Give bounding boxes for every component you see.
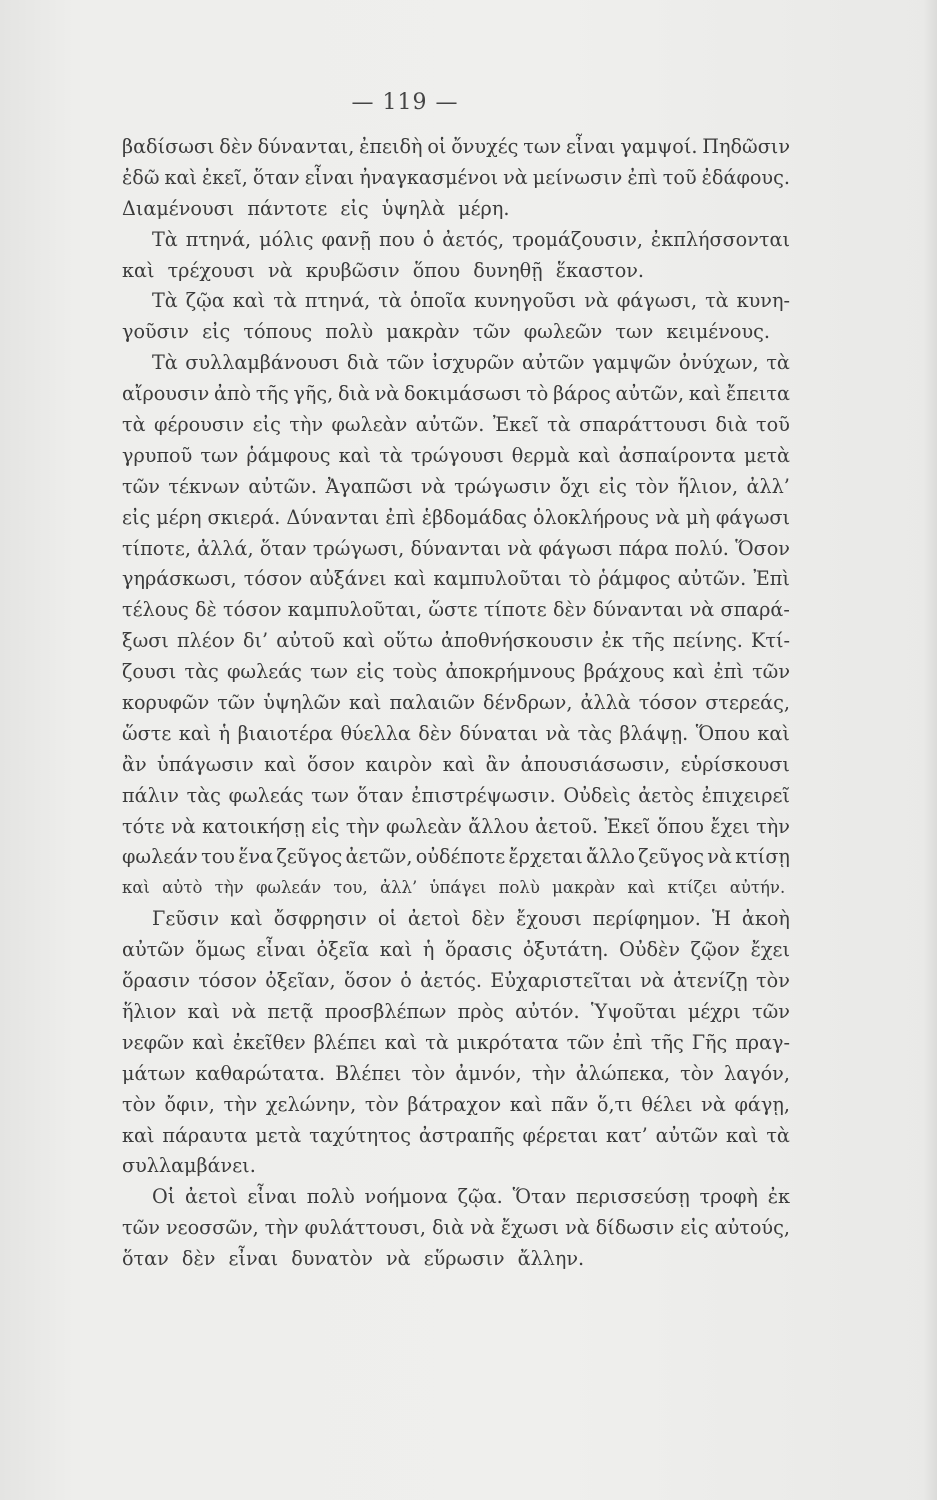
text-line: καὶ τρέχουσι νὰ κρυβῶσιν ὅπου δυνηθῇ ἕκαστον.	[122, 258, 645, 282]
page-edge-shadow	[923, 0, 937, 1500]
text-line: ἂν ὑπάγωσιν καὶ ὅσον καιρὸν καὶ ἂν ἀπουσιάσωσιν, εὑρίσκουσι	[122, 752, 790, 776]
text-line: Τὰ συλλαμβάνουσι διὰ τῶν ἰσχυρῶν αὐτῶν γαμψῶν ὀνύχων, τὰ	[152, 351, 790, 375]
text-line: τίποτε, ἀλλά, ὅταν τρώγωσι, δύνανται νὰ φάγωσι πάρα πολύ. Ὅσον	[122, 536, 790, 560]
text-line: ὅταν δὲν εἶναι δυνατὸν νὰ εὕρωσιν ἄλλην.	[122, 1247, 585, 1271]
text-line: ἐδῶ καὶ ἐκεῖ, ὅταν εἶναι ἠναγκασμένοι νὰ μείνωσιν ἐπὶ τοῦ ἐδάφους.	[122, 165, 790, 189]
text-line: βαδίσωσι δὲν δύνανται, ἐπειδὴ οἱ ὄνυχές των εἶναι γαμψοί. Πηδῶσιν	[122, 135, 790, 158]
text-line: μάτων καθαρώτατα. Βλέπει τὸν ἀμνόν, τὴν ἀλώπεκα, τὸν λαγόν,	[122, 1061, 790, 1085]
text-line: τὰ φέρουσιν εἰς τὴν φωλεὰν αὐτῶν. Ἐκεῖ τὰ σπαράττουσι διὰ τοῦ	[122, 413, 790, 437]
text-line: καὶ πάραυτα μετὰ ταχύτητος ἀστραπῆς φέρεται κατ’ αὐτῶν καὶ τὰ	[122, 1123, 790, 1147]
text-line: ὥστε καὶ ἡ βιαιοτέρα θύελλα δὲν δύναται νὰ τὰς βλάψῃ. Ὅπου καὶ	[122, 721, 790, 745]
text-line: γηράσκωσι, τόσον αὐξάνει καὶ καμπυλοῦται τὸ ῥάμφος αὐτῶν. Ἐπὶ	[122, 567, 790, 591]
text-line: ξωσι πλέον δι’ αὐτοῦ καὶ οὕτω ἀποθνήσκουσιν ἐκ τῆς πείνης. Κτί-	[122, 629, 790, 653]
text-line: τότε νὰ κατοικήσῃ εἰς τὴν φωλεὰν ἄλλου ἀετοῦ. Ἐκεῖ ὅπου ἔχει τὴν	[122, 814, 790, 838]
text-line: Γεῦσιν καὶ ὄσφρησιν οἱ ἀετοὶ δὲν ἔχουσι περίφημον. Ἡ ἀκοὴ	[152, 907, 790, 931]
text-line: αἴρουσιν ἀπὸ τῆς γῆς, διὰ νὰ δοκιμάσωσι τὸ βάρος αὐτῶν, καὶ ἔπειτα	[122, 382, 790, 406]
text-line: ζουσι τὰς φωλεάς των εἰς τοὺς ἀποκρήμνους βράχους καὶ ἐπὶ τῶν	[122, 660, 790, 684]
text-line: γοῦσιν εἰς τόπους πολὺ μακρὰν τῶν φωλεῶν των κειμένους.	[122, 320, 770, 344]
text-line: πάλιν τὰς φωλεάς των ὅταν ἐπιστρέψωσιν. Οὐδεὶς ἀετὸς ἐπιχειρεῖ	[122, 783, 790, 807]
text-line: τέλους δὲ τόσον καμπυλοῦται, ὥστε τίποτε δὲν δύνανται νὰ σπαρά-	[122, 598, 790, 622]
page-number: — 119 —	[351, 90, 459, 115]
text-line: ἥλιον καὶ νὰ πετᾷ προσβλέπων πρὸς αὐτόν. Ὑψοῦται μέχρι τῶν	[122, 999, 790, 1023]
text-line: κορυφῶν τῶν ὑψηλῶν καὶ παλαιῶν δένδρων, ἀλλὰ τόσον στερεάς,	[122, 691, 790, 715]
text-line: γρυποῦ των ῥάμφους καὶ τὰ τρώγουσι θερμὰ καὶ ἀσπαίροντα μετὰ	[122, 443, 790, 467]
text-line: τῶν τέκνων αὐτῶν. Ἀγαπῶσι νὰ τρώγωσιν ὄχι εἰς τὸν ἥλιον, ἀλλ’	[122, 474, 790, 498]
text-line: Τὰ πτηνά, μόλις φανῇ που ὁ ἀετός, τρομάζουσιν, ἐκπλήσσονται	[152, 227, 790, 251]
text-line: Τὰ ζῷα καὶ τὰ πτηνά, τὰ ὁποῖα κυνηγοῦσι νὰ φάγωσι, τὰ κυνη-	[152, 289, 790, 313]
text-line: φωλεάν του ἕνα ζεῦγος ἀετῶν, οὐδέποτε ἔρχεται ἄλλο ζεῦγος νὰ κτίσῃ	[122, 845, 790, 869]
text-line: καὶ αὐτὸ τὴν φωλεάν του, ἀλλ’ ὑπάγει πολὺ μακρὰν καὶ κτίζει αὐτήν.	[122, 878, 786, 898]
text-line: συλλαμβάνει.	[122, 1154, 256, 1178]
text-line: νεφῶν καὶ ἐκεῖθεν βλέπει καὶ τὰ μικρότατα τῶν ἐπὶ τῆς Γῆς πραγ-	[122, 1030, 790, 1054]
text-line: ὅρασιν τόσον ὀξεῖαν, ὅσον ὁ ἀετός. Εὐχαριστεῖται νὰ ἀτενίζῃ τὸν	[122, 969, 790, 993]
body-text	[122, 132, 790, 1275]
text-line: εἰς μέρη σκιερά. Δύνανται ἐπὶ ἑβδομάδας ὁλοκλήρους νὰ μὴ φάγωσι	[122, 505, 790, 529]
text-line: Οἱ ἀετοὶ εἶναι πολὺ νοήμονα ζῷα. Ὅταν περισσεύσῃ τροφὴ ἐκ	[152, 1185, 790, 1209]
text-line: Διαμένουσι πάντοτε εἰς ὑψηλὰ μέρη.	[122, 196, 510, 220]
text-line: τῶν νεοσσῶν, τὴν φυλάττουσι, διὰ νὰ ἔχωσι νὰ δίδωσιν εἰς αὐτούς,	[122, 1216, 790, 1240]
text-line: τὸν ὄφιν, τὴν χελώνην, τὸν βάτραχον καὶ πᾶν ὅ,τι θέλει νὰ φάγῃ,	[122, 1092, 790, 1116]
text-line: αὐτῶν ὅμως εἶναι ὀξεῖα καὶ ἡ ὅρασις ὀξυτάτη. Οὐδὲν ζῷον ἔχει	[122, 938, 790, 962]
